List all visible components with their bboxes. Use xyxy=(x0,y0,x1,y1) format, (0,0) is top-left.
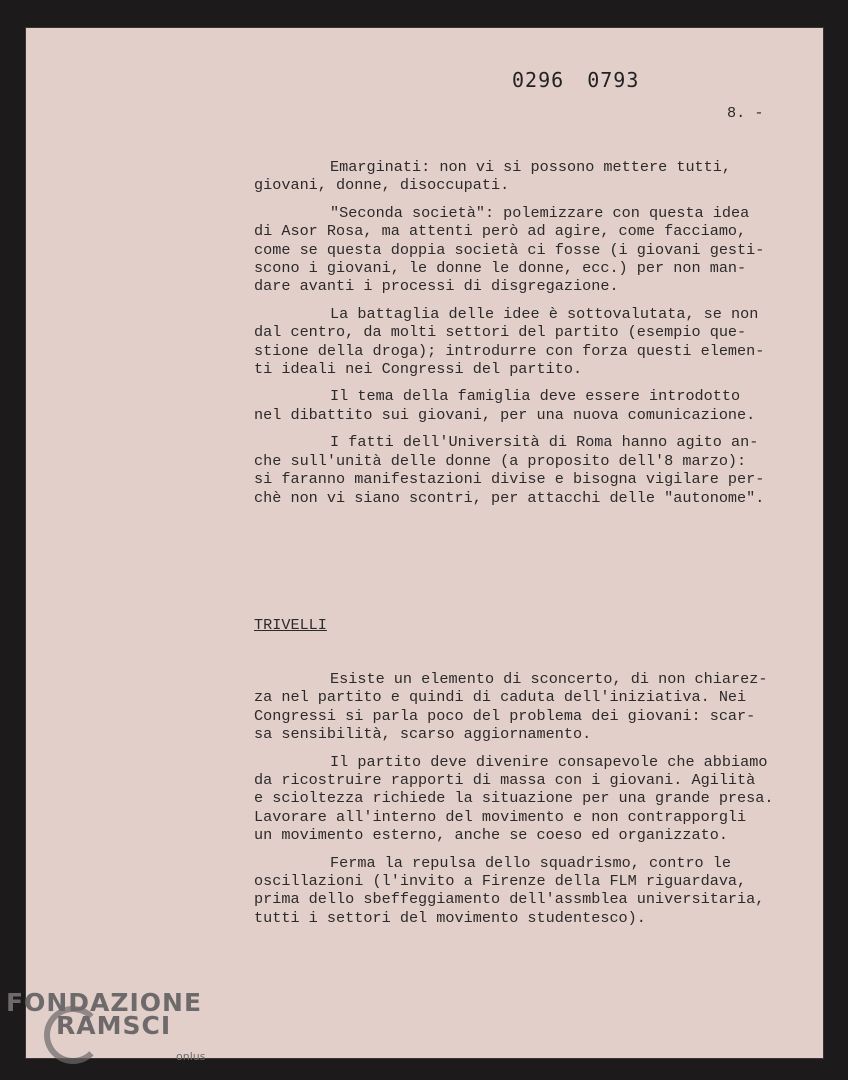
text-line: oscillazioni (l'invito a Firenze della FLM riguardava, xyxy=(254,872,747,891)
text-line: prima dello sbeffeggiamento dell'assmblea universitaria, xyxy=(254,890,765,909)
text-line: dal centro, da molti settori del partito (esempio que- xyxy=(254,323,747,342)
logo-line-1: FONDAZIONE xyxy=(6,988,203,1017)
text-line: Ferma la repulsa dello squadrismo, contro le xyxy=(330,853,732,872)
text-line: stione della droga); introdurre con forza questi elemen- xyxy=(254,341,765,360)
paragraph xyxy=(254,433,814,507)
text-line: dare avanti i processi di disgregazione. xyxy=(254,277,619,296)
text-line: di Asor Rosa, ma attenti però ad agire, come facciamo, xyxy=(254,222,747,241)
text-line: Emarginati: non vi si possono mettere tutti, xyxy=(330,158,732,176)
logo-line-3: onlus xyxy=(176,1050,206,1063)
g-logo-icon xyxy=(44,1006,102,1064)
text-line: scono i giovani, le donne le donne, ecc.) per non man- xyxy=(254,259,747,278)
paragraph xyxy=(254,670,814,744)
archive-number: 0296 0793 xyxy=(512,68,640,92)
fondazione-gramsci-logo xyxy=(6,988,206,1063)
text-line: e scioltezza richiede la situazione per una grande presa. xyxy=(254,789,774,808)
text-line: Il tema della famiglia deve essere introdotto xyxy=(330,387,741,406)
paragraph xyxy=(254,204,814,296)
section-1 xyxy=(254,158,814,507)
text-line: I fatti dell'Università di Roma hanno agito an- xyxy=(330,433,759,452)
text-line: tutti i settori del movimento studentesco). xyxy=(254,908,646,927)
section-2 xyxy=(254,670,814,927)
paragraph xyxy=(254,158,814,195)
paragraph xyxy=(254,387,814,424)
text-line: chè non vi siano scontri, per attacchi delle "autonome". xyxy=(254,488,765,507)
text-line: Lavorare all'interno del movimento e non contrapporgli xyxy=(254,807,747,826)
text-line: come se questa doppia società ci fosse (i giovani gesti- xyxy=(254,240,765,259)
paragraph xyxy=(254,854,814,928)
text-line: Esiste un elemento di sconcerto, di non chiarez- xyxy=(330,670,768,688)
text-line: da ricostruire rapporti di massa con i giovani. Agilità xyxy=(254,771,756,790)
text-line: za nel partito e quindi di caduta dell'iniziativa. Nei xyxy=(254,688,747,707)
paragraph xyxy=(254,753,814,845)
text-line: Il partito deve divenire consapevole che abbiamo xyxy=(330,752,768,771)
text-line: un movimento esterno, anche se coeso ed organizzato. xyxy=(254,826,728,845)
paragraph xyxy=(254,305,814,379)
text-line: "Seconda società": polemizzare con questa idea xyxy=(330,203,750,222)
document-page xyxy=(26,28,823,1058)
text-line: nel dibattito sui giovani, per una nuova comunicazione. xyxy=(254,405,756,424)
page-number: 8. - xyxy=(727,104,764,122)
text-line: giovani, donne, disoccupati. xyxy=(254,176,510,195)
logo-line-2: RAMSCI xyxy=(56,1011,172,1040)
text-line: ti ideali nei Congressi del partito. xyxy=(254,360,583,379)
text-line: Congressi si parla poco del problema dei giovani: scar- xyxy=(254,706,756,725)
text-line: sa sensibilità, scarso aggiornamento. xyxy=(254,725,592,744)
text-line: che sull'unità delle donne (a proposito dell'8 marzo): xyxy=(254,451,747,470)
text-line: si faranno manifestazioni divise e bisogna vigilare per- xyxy=(254,470,765,489)
speaker-heading: TRIVELLI xyxy=(254,616,327,634)
text-line: La battaglia delle idee è sottovalutata, se non xyxy=(330,304,759,323)
